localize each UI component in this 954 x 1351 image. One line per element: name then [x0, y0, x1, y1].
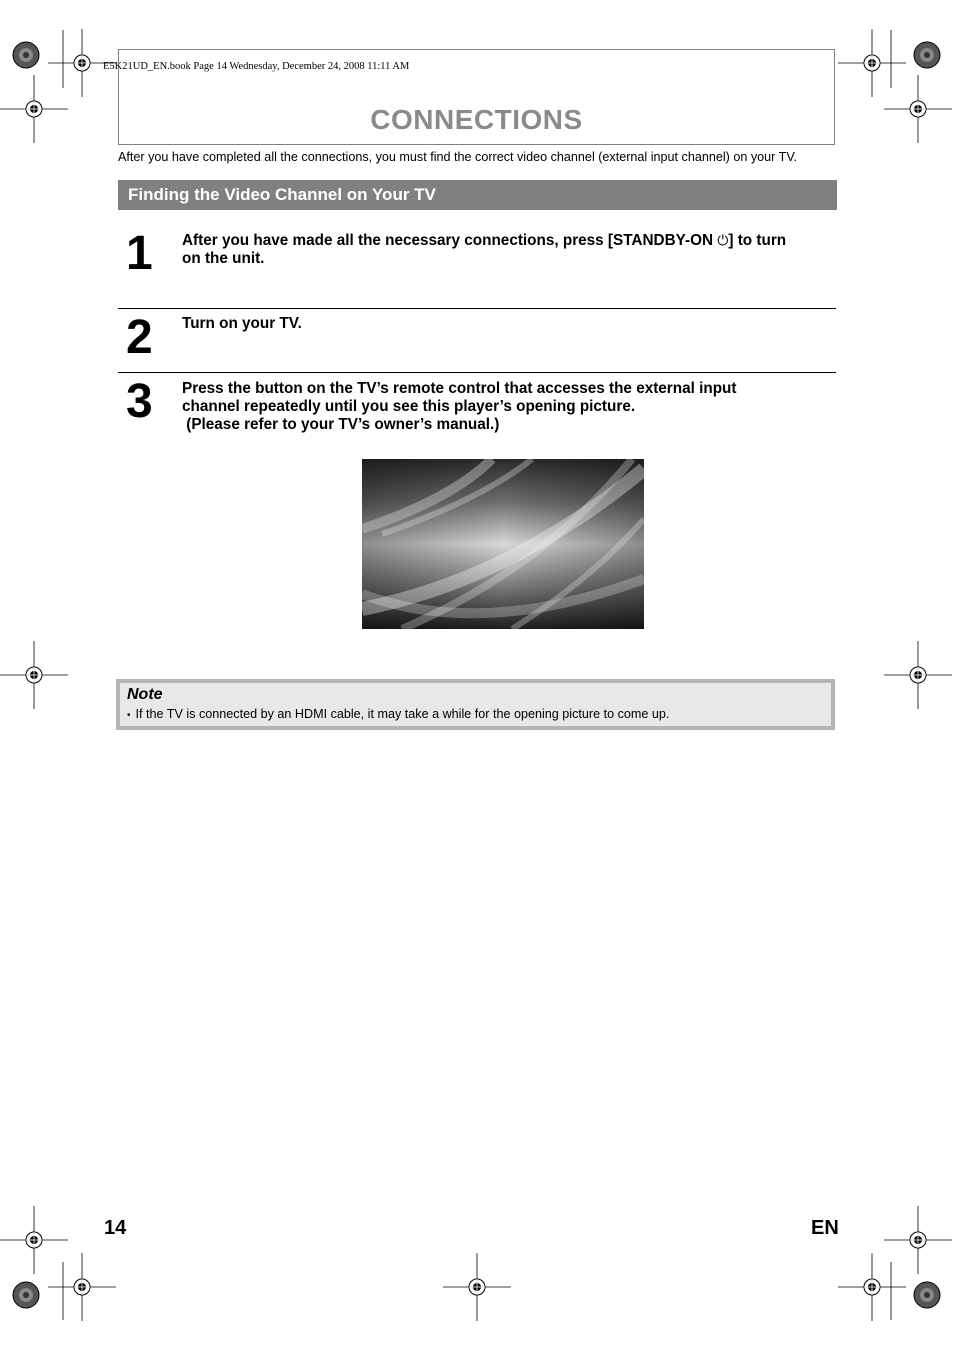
- opening-picture: [362, 459, 644, 629]
- book-info: E5K21UD_EN.book Page 14 Wednesday, December 24, 2008 11:11 AM: [103, 61, 410, 72]
- step-3-line1: Press the button on the TV’s remote control that accesses the external input: [182, 380, 737, 397]
- step-3-number: 3: [126, 375, 153, 428]
- step-1-text-line2: on the unit.: [182, 250, 265, 267]
- intro-text: After you have completed all the connections, you must find the correct video channel (external input channel) on your TV.: [118, 150, 798, 164]
- power-icon: ⏻: [717, 233, 729, 249]
- step-divider: [118, 372, 836, 373]
- section-title: Finding the Video Channel on Your TV: [128, 185, 436, 204]
- note-title: Note: [127, 686, 163, 703]
- step-3-line3: (Please refer to your TV’s owner’s manual.): [182, 416, 500, 433]
- note-box: [116, 679, 835, 730]
- language-label: EN: [811, 1217, 839, 1239]
- note-item: [127, 706, 831, 724]
- page-title: CONNECTIONS: [370, 104, 583, 135]
- step-3-text: [182, 380, 832, 434]
- step-1-number: 1: [126, 227, 153, 280]
- step-3-line2: channel repeatedly until you see this player’s opening picture.: [182, 398, 636, 415]
- step-1-text: [182, 232, 832, 268]
- section-heading: [118, 180, 837, 210]
- note-item-text: If the TV is connected by an HDMI cable, it may take a while for the opening picture to come up.: [135, 707, 670, 721]
- step-1-text-start: After you have made all the necessary connections, press [STANDBY-ON: [182, 232, 718, 249]
- page-number: 14: [104, 1217, 127, 1239]
- step-2-number: 2: [126, 311, 153, 364]
- note-content: [120, 683, 831, 726]
- step-2-text: Turn on your TV.: [182, 315, 302, 332]
- step-1-text-end: ] to turn: [728, 232, 787, 249]
- bullet-icon: •: [127, 710, 131, 721]
- step-divider: [118, 308, 836, 309]
